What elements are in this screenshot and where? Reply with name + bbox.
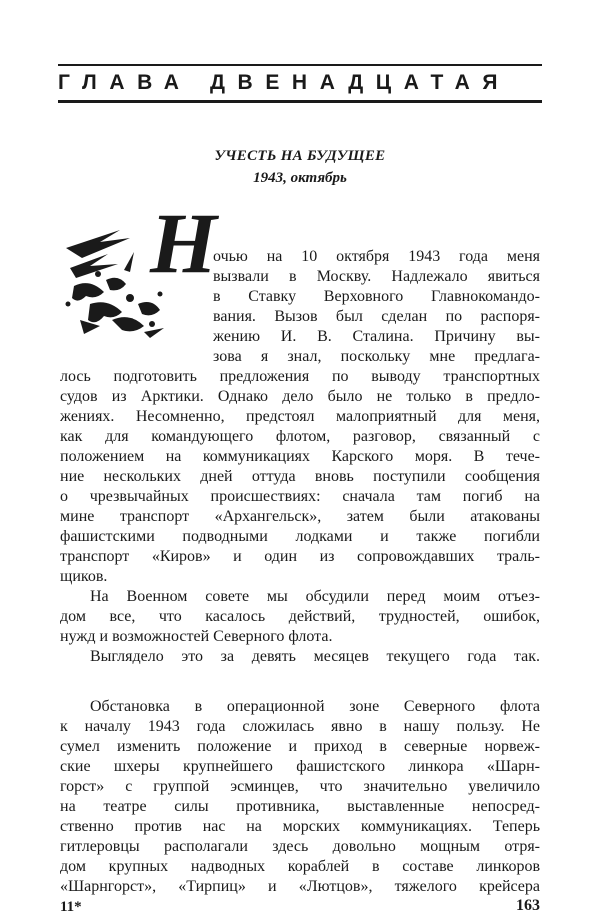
text-line: ские шхеры крупнейшего фашистского линкора «Шарн-: [60, 758, 540, 775]
section-title: УЧЕСТЬ НА БУДУЩЕЕ: [214, 148, 386, 164]
signature-mark: 11*: [60, 899, 82, 915]
header-rule-top: [58, 64, 542, 66]
text-line: жениях. Несомненно, предстоял малоприятный для меня,: [60, 408, 540, 425]
text-line: судов из Арктики. Однако дело было не только в предло-: [60, 388, 540, 405]
text-line: на театре силы противника, выставленные непосред-: [60, 798, 540, 815]
text-line: На Военном совете мы обсудили перед моим отъез-: [90, 588, 540, 605]
text-line: гитлеровцы располагали здесь довольно мощным отря-: [60, 838, 540, 855]
section-date: 1943, октябрь: [253, 170, 347, 186]
text-line: лось подготовить предложения по выводу транспортных: [60, 368, 540, 385]
text-line: жению И. В. Сталина. Причину вы-: [213, 328, 540, 345]
text-line: мине транспорт «Архангельск», затем были атакованы: [60, 508, 540, 525]
header-rule-bottom: [58, 100, 542, 103]
text-line: в Ставку Верховного Главнокомандо-: [213, 288, 540, 305]
text-line: ственно против нас на морских коммуникациях. Теперь: [60, 818, 540, 835]
text-line: о чрезвычайных происшествиях: сначала там погиб на: [60, 488, 540, 505]
text-line: фашистскими подводными лодками и также погибли: [60, 528, 540, 545]
page-number: 163: [516, 897, 540, 914]
text-line: Обстановка в операционной зоне Северного флота: [90, 698, 540, 715]
text-line: вызвали в Москву. Надлежало явиться: [213, 268, 540, 285]
text-line: «Шарнгорст», «Тирпиц» и «Лютцов», тяжелого крейсера: [60, 878, 540, 895]
text-line: положением на коммуникациях Карского моря. В тече-: [60, 448, 540, 465]
chapter-title: ГЛАВА ДВЕНАДЦАТАЯ: [58, 71, 511, 94]
text-line: щиков.: [60, 568, 108, 585]
text-line: к началу 1943 года сложилась явно в нашу пользу. Не: [60, 718, 540, 735]
text-line: ние нескольких дней оттуда вновь поступили сообщения: [60, 468, 540, 485]
text-line: дом все, что касалось действий, трудностей, ошибок,: [60, 608, 540, 625]
text-line: Выглядело это за девять месяцев текущего года так.: [90, 648, 540, 665]
text-line: горст» с группой эсминцев, что значительно увеличило: [60, 778, 540, 795]
text-line: нужд и возможностей Северного флота.: [60, 628, 333, 645]
text-line: сумел изменить положение и приход в северные норвеж-: [60, 738, 540, 755]
dropcap-letter: Н: [150, 195, 217, 291]
text-line: очью на 10 октября 1943 года меня: [213, 248, 540, 265]
text-line: дом крупных надводных кораблей в составе линкоров: [60, 858, 540, 875]
text-line: как для командующего флотом, разговор, связанный с: [60, 428, 540, 445]
text-line: транспорт «Киров» и один из сопровождавших траль-: [60, 548, 540, 565]
text-line: зова я знал, поскольку мне предлага-: [213, 348, 540, 365]
text-line: вания. Вызов был сделан по распоря-: [213, 308, 540, 325]
